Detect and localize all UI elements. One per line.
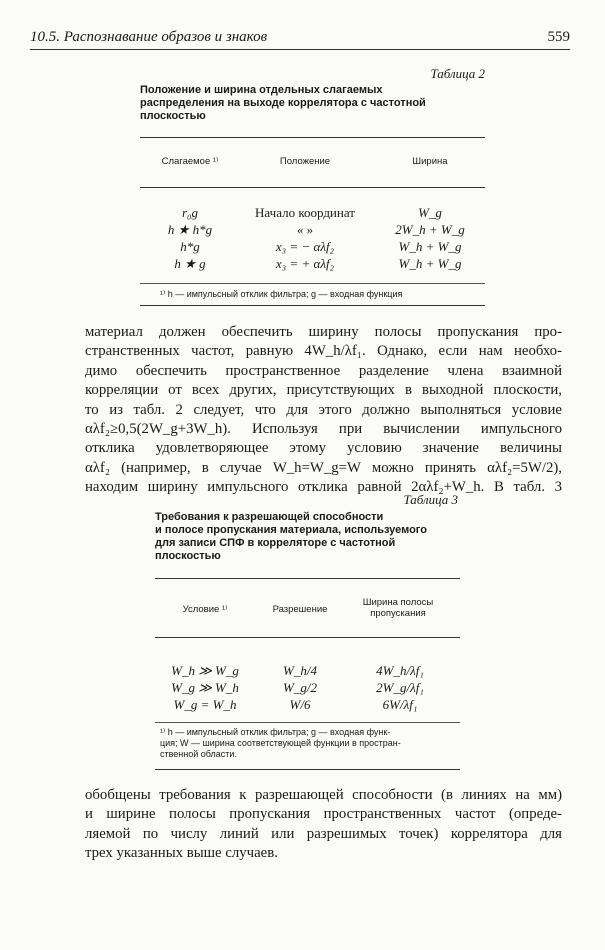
table-2-top-rule <box>140 137 485 138</box>
table-3-foot-rule <box>155 722 460 723</box>
table-3-caption: Требования к разрешающей способности и полосе пропускания материала, используемого для записи СПФ в корреляторе с частотной плоскостью <box>155 511 427 562</box>
section-title: 10.5. Распознавание образов и знаков <box>30 29 268 45</box>
table-cell: x₃ = + αλf₂ <box>275 256 335 271</box>
table-row: h ★ g <box>174 256 206 271</box>
table-2-col-width: Ширина <box>412 156 448 167</box>
table-cell: W_g <box>418 205 442 220</box>
table-cell: W/6 <box>289 697 311 712</box>
table-2-head-rule <box>140 187 485 188</box>
table-2-footnote: ¹⁾ h — импульсный отклик фильтра; g — входная функция <box>160 289 403 299</box>
table-2-caption: Положение и ширина отдельных слагаемых распределения на выходе коррелятора с частотной плоскостью <box>140 84 426 122</box>
table-3-label: Таблица 3 <box>403 492 458 507</box>
table-cell: W_h/4 <box>283 663 317 678</box>
table-row: W_g = W_h <box>173 697 237 712</box>
table-2-label: Таблица 2 <box>430 66 485 81</box>
table-cell: 2W_h + W_g <box>395 222 465 237</box>
table-cell: x₃ = − αλf₂ <box>275 239 335 254</box>
table-3-col-condition: Условие ¹⁾ <box>182 604 228 615</box>
body-paragraph-1: материал должен обеспечить ширину полосы пропускания про- странственных частот, равную 4W_h/λf₁. Однако, если нам необхо- димо обеспечить пространственное разделение члена взаимной корреляции от всех других, присутствующих в выходной плоскости, то из табл. 2 следует, что для этого должно выполняться условие αλf₂≥0,5(2W_g+3W_h). Используя при вычислении импульсного отклика удовлетворяющее этому условию значение величины αλf₂ (например, в случае W_h=W_g=W можно принять αλf₂=5W/2), находим ширину импульсного отклика равной 2αλf₂+W_h. В табл. 3 <box>85 324 562 496</box>
table-cell: 4W_h/λf₁ <box>376 663 424 678</box>
table-2-col-position: Положение <box>279 156 331 167</box>
table-row: h*g <box>180 239 200 254</box>
table-row: h ★ h*g <box>167 222 213 237</box>
table-3-col-bandwidth: Ширина полосы пропускания <box>362 597 434 619</box>
table-3-bottom-rule <box>155 769 460 770</box>
table-cell: W_h + W_g <box>398 239 462 254</box>
page-number: 559 <box>547 29 570 45</box>
table-3-top-rule <box>155 578 460 579</box>
table-2-foot-rule <box>140 283 485 284</box>
running-header <box>30 27 570 50</box>
table-3-footnote: ¹⁾ h — импульсный отклик фильтра; g — входная функ- ция; W — ширина соответствующей функции в простран- ственной области. <box>160 727 401 759</box>
body-paragraph-2: обобщены требования к разрешающей способности (в линиях на мм) и ширине полосы пропускания пространственных частот (опреде- ляемой по числу линий или разрешимых точек) коррелятора для трех указанных выше случаев. <box>85 787 562 862</box>
table-row: r₀g <box>181 205 199 220</box>
table-cell: « » <box>296 222 314 237</box>
table-2-col-term: Слагаемое ¹⁾ <box>161 156 219 167</box>
table-cell: 6W/λf₁ <box>382 697 418 712</box>
table-3-col-resolution: Разрешение <box>272 604 328 615</box>
table-cell: 2W_g/λf₁ <box>376 680 424 695</box>
table-row: W_h ≫ W_g <box>171 663 239 678</box>
table-cell: W_h + W_g <box>398 256 462 271</box>
table-cell: W_g/2 <box>283 680 317 695</box>
table-row: W_g ≫ W_h <box>171 680 239 695</box>
table-cell: Начало координат <box>255 205 355 220</box>
table-2-bottom-rule <box>140 305 485 306</box>
table-3-head-rule <box>155 637 460 638</box>
